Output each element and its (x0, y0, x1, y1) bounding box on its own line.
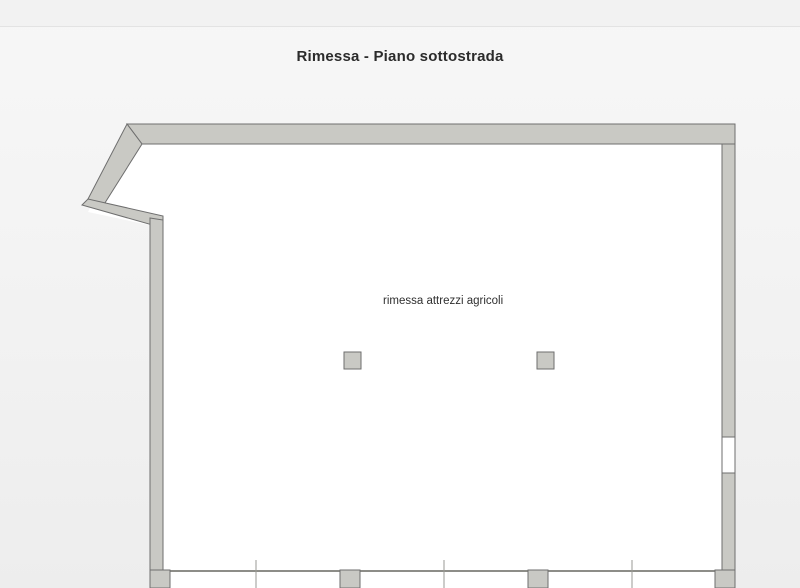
pier-4 (715, 570, 735, 588)
page-title: Rimessa - Piano sottostrada (296, 48, 504, 65)
interior-floor (163, 144, 722, 588)
pier-1 (150, 570, 170, 588)
wall-left (150, 218, 163, 588)
wall-bottom-line (163, 570, 722, 572)
column-left (344, 352, 361, 369)
pier-3 (528, 570, 548, 588)
room-label-rimessa-attrezzi-agricoli: rimessa attrezzi agricoli (383, 295, 504, 307)
pier-2 (340, 570, 360, 588)
wall-top (127, 124, 735, 144)
window-right-wall-icon (722, 437, 735, 473)
wall-right (722, 144, 735, 588)
column-right (537, 352, 554, 369)
